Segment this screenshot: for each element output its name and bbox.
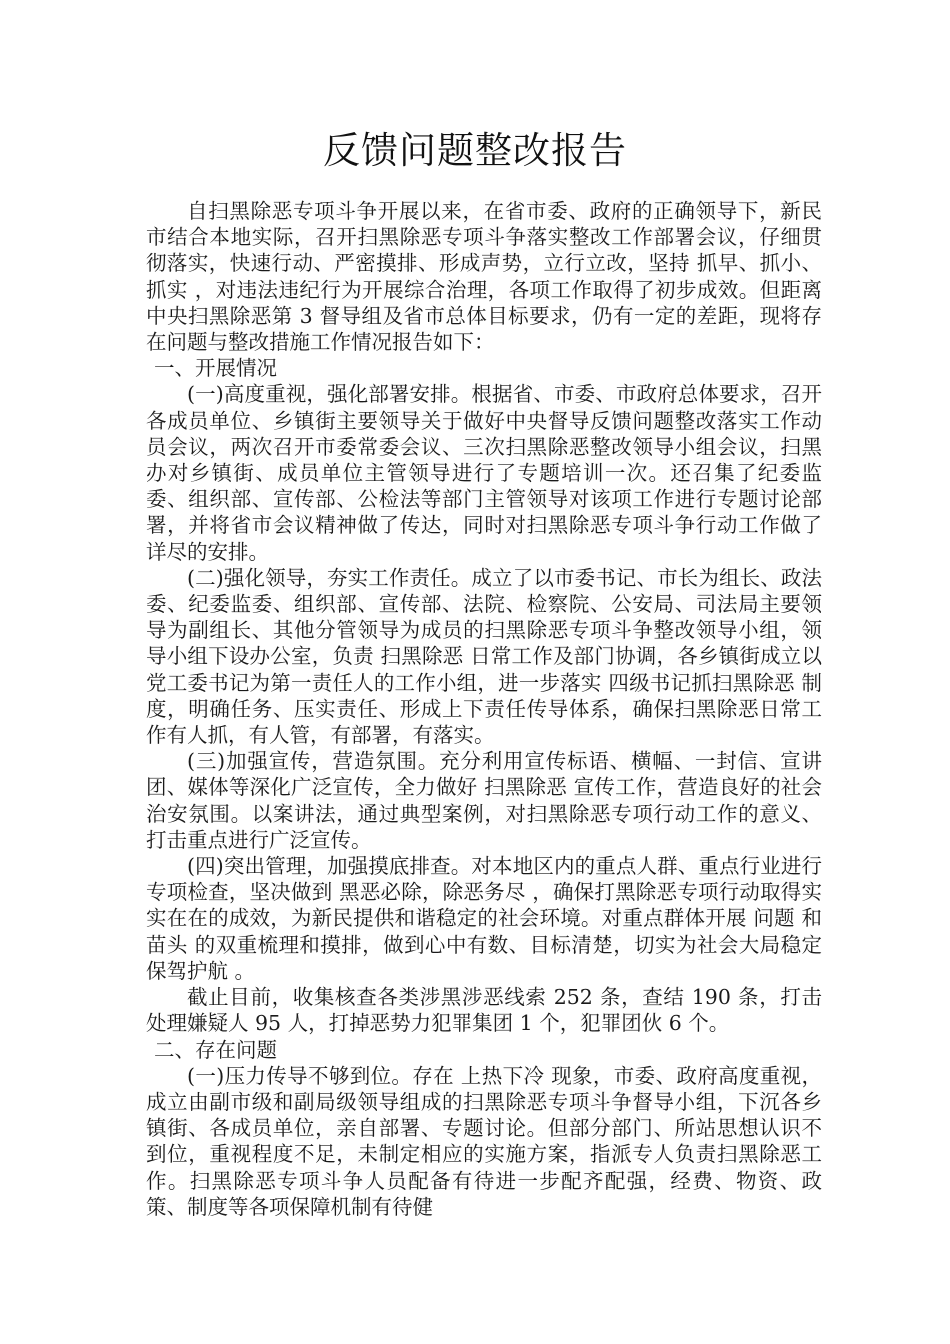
document-body xyxy=(146,198,822,1220)
section1-paragraph-4: (四)突出管理，加强摸底排查。对本地区内的重点人群、重点行业进行专项检查，坚决做到 黑恶必除，除恶务尽 ，确保打黑除恶专项行动取得实实在在的成效，为新民提供和谐稳定的社会环境。对重点群体开展 问题 和 苗头 的双重梳理和摸排，做到心中有数、目标清楚，切实为社会大局稳定 保驾护航 。 xyxy=(146,854,822,983)
section1-paragraph-5: 截止目前，收集核查各类涉黑涉恶线索 252 条，查结 190 条，打击处理嫌疑人 95 人，打掉恶势力犯罪集团 1 个，犯罪团伙 6 个。 xyxy=(146,985,822,1036)
section1-paragraph-1: (一)高度重视，强化部署安排。根据省、市委、市政府总体要求，召开各成员单位、乡镇街主要领导关于做好中央督导反馈问题整改落实工作动员会议，两次召开市委常委会议、三次扫黑除恶整改领导小组会议，扫黑办对乡镇街、成员单位主管领导进行了专题培训一次。还召集了纪委监委、组织部、宣传部、公检法等部门主管领导对该项工作进行专题讨论部署，并将省市会议精神做了传达，同时对扫黑除恶专项斗争行动工作做了详尽的安排。 xyxy=(146,382,822,564)
section1-paragraph-2: (二)强化领导，夯实工作责任。成立了以市委书记、市长为组长、政法委、纪委监委、组织部、宣传部、法院、检察院、公安局、司法局主要领导为副组长、其他分管领导为成员的扫黑除恶专项斗争整改领导小组，领导小组下设办公室，负责 扫黑除恶 日常工作及部门协调，各乡镇街成立以党工委书记为第一责任人的工作小组，进一步落实 四级书记抓扫黑除恶 制度，明确任务、压实责任、形成上下责任传导体系，确保扫黑除恶日常工作有人抓，有人管，有部署，有落实。 xyxy=(146,565,822,748)
document-title: 反馈问题整改报告 xyxy=(323,129,627,172)
section-heading-2: 二、存在问题 xyxy=(154,1037,277,1062)
section-heading-1: 一、开展情况 xyxy=(154,356,277,381)
section2-paragraph-1: (一)压力传导不够到位。存在 上热下冷 现象，市委、政府高度重视，成立由副市级和副局级领导组成的扫黑除恶专项斗争督导小组，下沉各乡镇街、各成员单位，亲自部署、专题讨论。但部分部门、所站思想认识不到位，重视程度不足，未制定相应的实施方案，指派专人负责扫黑除恶工作。扫黑除恶专项斗争人员配备有待进一步配齐配强，经费、物资、政策、制度等各项保障机制有待健 xyxy=(146,1063,822,1219)
intro-paragraph: 自扫黑除恶专项斗争开展以来，在省市委、政府的正确领导下，新民市结合本地实际，召开扫黑除恶专项斗争落实整改工作部署会议，仔细贯彻落实，快速行动、严密摸排、形成声势，立行立改，坚持 抓早、抓小、抓实 ，对违法违纪行为开展综合治理，各项工作取得了初步成效。但距离中央扫黑除恶第 3 督导组及省市总体目标要求，仍有一定的差距，现将存在问题与整改措施工作情况报告如下： xyxy=(146,199,822,355)
section1-paragraph-3: (三)加强宣传，营造氛围。充分利用宣传标语、横幅、一封信、宣讲团、媒体等深化广泛宣传，全力做好 扫黑除恶 宣传工作，营造良好的社会治安氛围。以案讲法，通过典型案例，对扫黑除恶专项行动工作的意义、打击重点进行广泛宣传。 xyxy=(146,749,822,852)
